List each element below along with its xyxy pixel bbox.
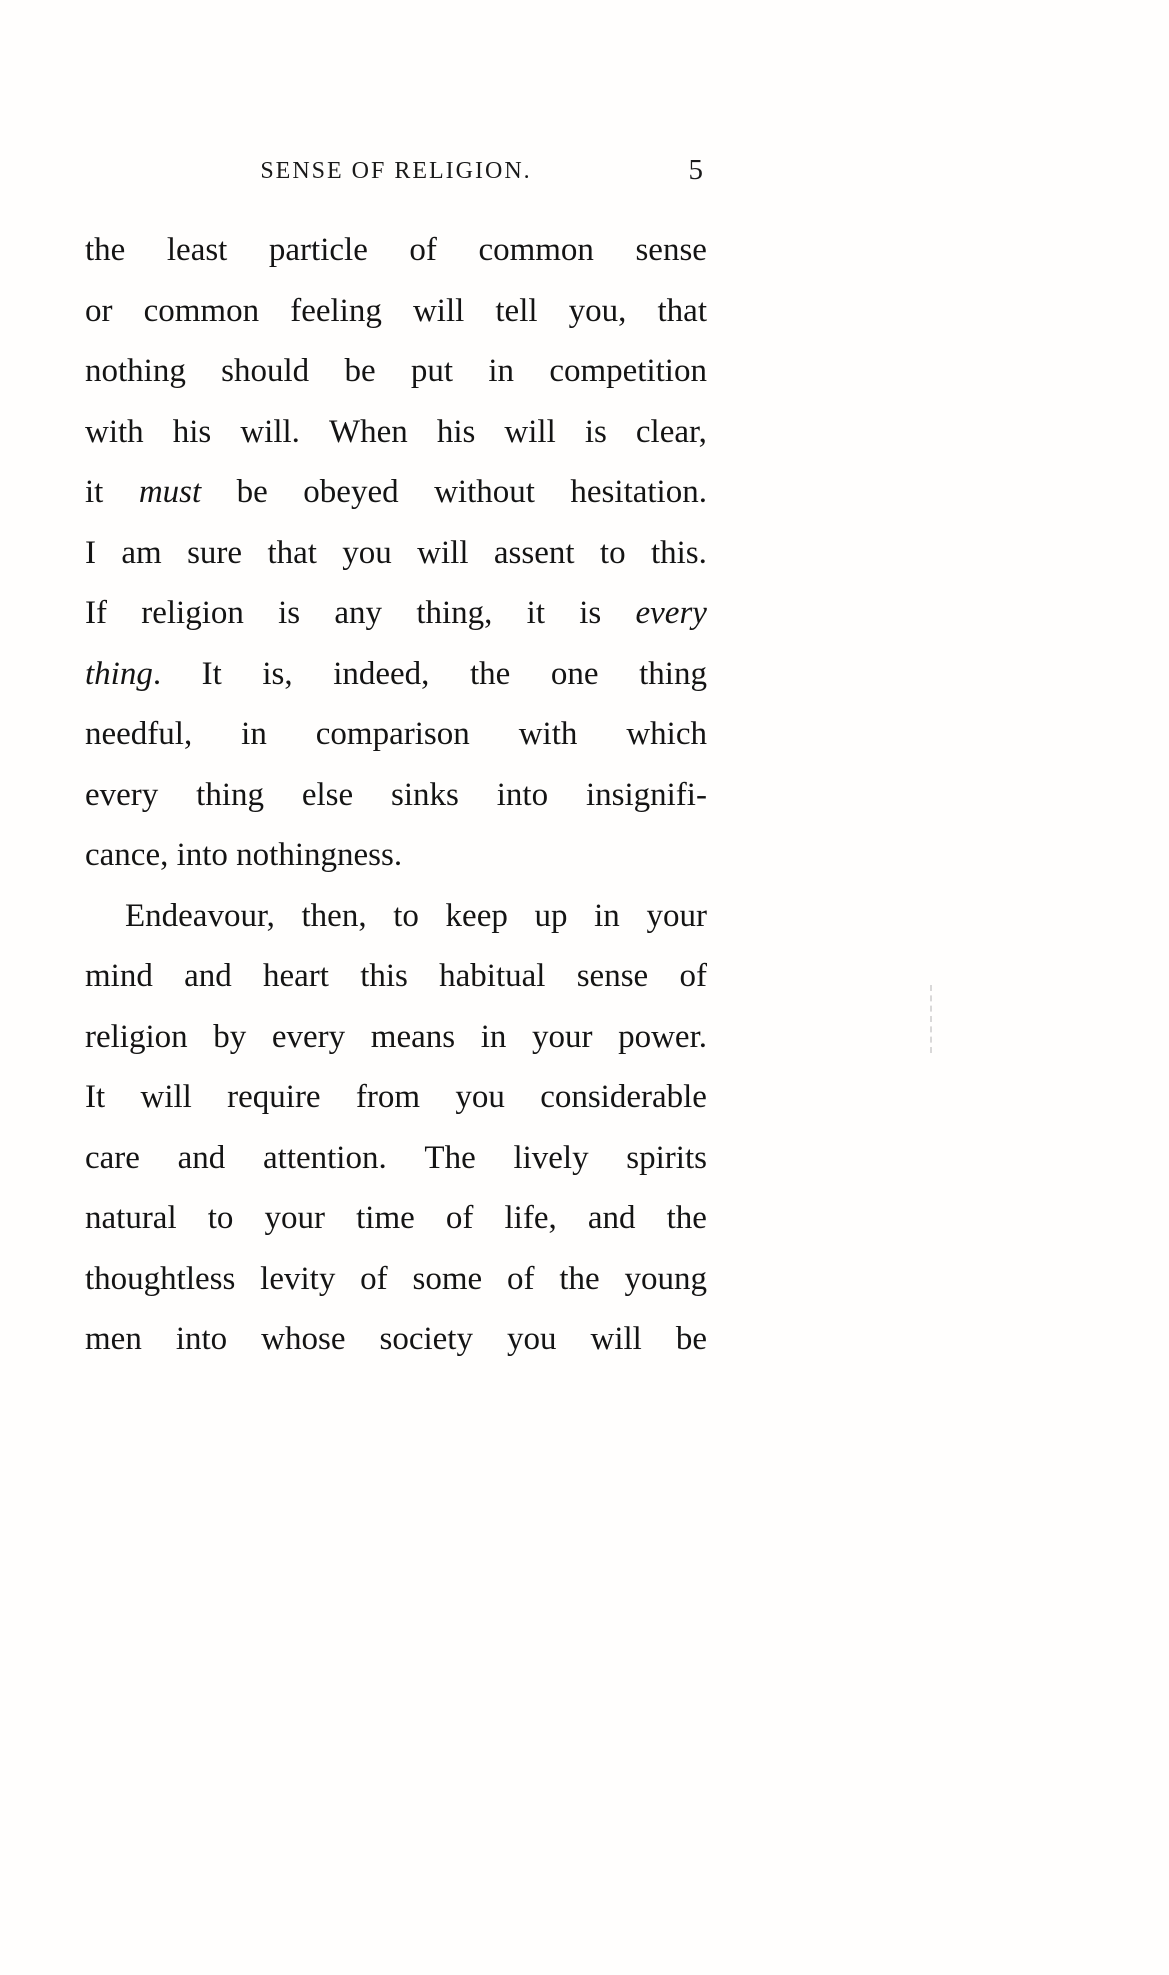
word-text: attention. [263, 1139, 387, 1176]
word [646, 886, 707, 947]
word [125, 886, 275, 947]
word [590, 1309, 641, 1370]
word-text: or [85, 292, 113, 329]
word [240, 402, 300, 463]
word [356, 1067, 420, 1128]
word-text: it [526, 595, 545, 631]
word [600, 523, 626, 584]
word [618, 1007, 707, 1068]
word [639, 644, 707, 705]
word [380, 1309, 473, 1370]
word-text: is, [262, 655, 293, 692]
word [588, 1188, 636, 1249]
word-text: nothing [85, 353, 186, 389]
word-text: will [412, 292, 465, 329]
word [213, 1007, 246, 1068]
word-text: your [264, 1200, 326, 1236]
word-text: needful, [85, 716, 193, 752]
word [85, 523, 96, 584]
word-text: will [504, 413, 556, 450]
word [334, 583, 382, 644]
word-text: religion [141, 595, 244, 631]
word [272, 1007, 345, 1068]
word [391, 765, 459, 826]
word-text: natural [85, 1200, 177, 1236]
text-line [85, 1249, 707, 1310]
word [594, 886, 620, 947]
word [559, 1249, 599, 1310]
word [446, 886, 508, 947]
word-text: every [85, 776, 159, 813]
text-line [85, 462, 707, 523]
scan-artifact-line [930, 985, 932, 1053]
word [173, 402, 212, 463]
word [356, 1188, 415, 1249]
word [626, 704, 707, 765]
word [329, 402, 408, 463]
word-text: care [85, 1139, 140, 1176]
word-text: that [657, 292, 707, 329]
word [184, 946, 232, 1007]
word [513, 1128, 588, 1189]
word [139, 462, 201, 523]
word [265, 1188, 326, 1249]
word [551, 644, 599, 705]
word-text: it [85, 474, 104, 510]
word-text: heart [263, 958, 329, 994]
word [507, 1309, 557, 1370]
word [586, 765, 707, 826]
word-text: levity [260, 1260, 336, 1297]
text-line [85, 341, 707, 402]
word-text: society [379, 1321, 473, 1357]
word [85, 1249, 235, 1310]
word-text: some [412, 1260, 483, 1297]
word-text: considerable [540, 1079, 707, 1115]
word-text: sense [635, 232, 707, 268]
word-text: you [506, 1321, 557, 1357]
word-text: require [227, 1079, 321, 1115]
word [202, 644, 222, 705]
word [371, 1007, 455, 1068]
word [434, 462, 535, 523]
word-text: means [370, 1018, 456, 1055]
word-text: feeling [290, 292, 382, 329]
word-text: When [328, 413, 408, 450]
text-line [85, 886, 707, 947]
word-text: should [221, 353, 310, 389]
word-text: sense [576, 958, 649, 994]
text-line [85, 583, 707, 644]
word [676, 1309, 707, 1370]
word-text: common [478, 232, 594, 268]
word-text: obeyed [303, 474, 399, 510]
word [85, 1188, 177, 1249]
word-text: the [85, 232, 126, 268]
word [532, 1007, 593, 1068]
word [302, 886, 367, 947]
page-header [85, 154, 707, 198]
word-text: which [626, 716, 707, 752]
word [221, 341, 309, 402]
word-text: and [587, 1200, 636, 1236]
word [241, 704, 267, 765]
word-text: will [417, 534, 469, 571]
word-text: thing [639, 655, 707, 692]
text-line [85, 1128, 707, 1189]
word-text: in [480, 1018, 507, 1055]
word [636, 402, 707, 463]
word [167, 220, 227, 281]
word [302, 765, 353, 826]
word-text: in [241, 716, 267, 752]
text-line [85, 1007, 707, 1068]
word [658, 281, 707, 342]
word-text: spirits [626, 1139, 707, 1176]
word [85, 341, 186, 402]
word [196, 765, 264, 826]
word [534, 886, 567, 947]
body-text [85, 220, 707, 1370]
text-line [85, 825, 707, 886]
word-text: then, [301, 897, 367, 934]
word-text: put [410, 353, 454, 389]
word-text: the [470, 655, 511, 692]
word-text: every [271, 1018, 346, 1055]
word [360, 1249, 388, 1310]
word [504, 402, 555, 463]
word [488, 341, 514, 402]
word [237, 462, 268, 523]
word-text: indeed, [333, 655, 430, 692]
word-text: keep [445, 897, 508, 934]
word [579, 583, 601, 644]
word [85, 704, 192, 765]
word [679, 946, 707, 1007]
text-line [85, 523, 707, 584]
word-text: sure [187, 534, 243, 571]
word [85, 1067, 105, 1128]
text-line [85, 402, 707, 463]
word-text: of [445, 1200, 474, 1236]
word [495, 281, 537, 342]
word-text: his [172, 413, 212, 450]
word [85, 402, 144, 463]
word [481, 1007, 507, 1068]
word-text: sinks [391, 776, 459, 813]
word-text: your [531, 1018, 593, 1055]
word-text: be [675, 1321, 707, 1357]
word-text: insignifi- [585, 776, 707, 813]
word-text: assent [493, 534, 575, 571]
word [393, 886, 419, 947]
word-text: men [85, 1321, 142, 1357]
word [626, 1128, 707, 1189]
word [85, 583, 107, 644]
word [411, 341, 453, 402]
word [316, 704, 470, 765]
word-text: If [85, 595, 107, 631]
word-text: will. [240, 413, 300, 450]
word [85, 946, 153, 1007]
word [187, 523, 242, 584]
word-text: you [455, 1079, 505, 1115]
word [342, 523, 392, 584]
italic-text: thing [85, 655, 153, 692]
word [437, 402, 476, 463]
word-text: . [152, 655, 162, 692]
italic-text: every [635, 595, 707, 631]
word [85, 1007, 188, 1068]
word-text: religion [85, 1018, 188, 1055]
word [505, 1188, 557, 1249]
word [144, 281, 259, 342]
word-text: by [213, 1018, 247, 1055]
word-text: habitual [439, 958, 546, 994]
word [176, 1309, 227, 1370]
word-text: to [393, 897, 419, 934]
word [540, 1067, 707, 1128]
word-text: Endeavour, [125, 897, 275, 934]
word-text: this [360, 958, 408, 994]
word [121, 523, 161, 584]
word-text: tell [495, 292, 538, 329]
word-text: comparison [315, 716, 470, 752]
text-line [85, 220, 707, 281]
word [470, 644, 510, 705]
text-line [85, 704, 707, 765]
word-text: thing [196, 776, 264, 813]
word [260, 1249, 335, 1310]
word [416, 583, 492, 644]
word-text: to [207, 1200, 234, 1236]
word-text: of [409, 232, 437, 268]
word-text: from [355, 1079, 421, 1115]
text-line [85, 281, 707, 342]
word-text: in [594, 897, 620, 934]
word-text: to [599, 534, 626, 571]
word-text: whose [261, 1321, 346, 1357]
word-text: into [175, 1321, 228, 1357]
word [497, 765, 548, 826]
running-title: SENSE OF RELIGION. [260, 158, 532, 184]
word [651, 523, 707, 584]
word-text: up [534, 897, 568, 934]
word-text: that [267, 534, 317, 571]
word-text: mind [85, 958, 153, 994]
word-text: least [166, 232, 228, 268]
word-text: is [579, 595, 602, 631]
word-text: with [518, 716, 578, 752]
word [140, 1067, 191, 1128]
word-text: competition [549, 353, 707, 389]
word-text: cance, into nothingness. [85, 837, 403, 873]
word [261, 1309, 345, 1370]
word [413, 281, 464, 342]
word [446, 1188, 474, 1249]
word-text: thing, [416, 595, 493, 631]
word-text: I [85, 534, 96, 571]
word [360, 946, 408, 1007]
word [577, 946, 648, 1007]
word-text: his [436, 413, 476, 450]
word-text: of [506, 1260, 535, 1297]
word [667, 1188, 707, 1249]
word [624, 1249, 707, 1310]
text-line [85, 1309, 707, 1370]
word-text: common [143, 292, 260, 329]
word-text: will [590, 1321, 642, 1357]
word [439, 946, 545, 1007]
word-text: this. [650, 534, 707, 571]
word-text: be [344, 353, 376, 389]
word-text: is [278, 595, 301, 631]
word-text: It [201, 655, 222, 692]
word-text: of [679, 958, 707, 994]
word [208, 1188, 234, 1249]
word [424, 1128, 475, 1189]
word [412, 1249, 482, 1310]
word [263, 946, 329, 1007]
word-text: one [550, 655, 599, 692]
word [85, 644, 161, 705]
word [141, 583, 244, 644]
word-text: you, [568, 292, 627, 329]
word-text: It [85, 1079, 106, 1115]
word [549, 341, 707, 402]
word [263, 1128, 387, 1189]
word-text: lively [513, 1139, 589, 1176]
word-text: will [140, 1079, 192, 1115]
word [585, 402, 607, 463]
word-text: particle [268, 232, 368, 268]
word [344, 341, 375, 402]
word-text: am [121, 534, 162, 571]
word [303, 462, 398, 523]
word-text: hesitation. [570, 474, 707, 510]
word-text: power. [618, 1018, 707, 1055]
text-line [85, 1188, 707, 1249]
word [85, 1309, 142, 1370]
word-text: you [342, 534, 392, 571]
word [494, 523, 575, 584]
word [635, 220, 706, 281]
word [85, 462, 103, 523]
word [290, 281, 382, 342]
word [409, 220, 437, 281]
word [267, 523, 316, 584]
page-number: 5 [688, 154, 703, 186]
word [636, 583, 707, 644]
word [178, 1128, 226, 1189]
word-text: life, [504, 1200, 557, 1236]
word-text: time [356, 1200, 415, 1236]
word [569, 281, 627, 342]
word [519, 704, 578, 765]
word-text: is [584, 413, 607, 450]
word [85, 1128, 140, 1189]
word [478, 220, 593, 281]
word-text: else [301, 776, 354, 813]
word-text: in [488, 353, 515, 389]
word-text: the [666, 1200, 707, 1236]
word [455, 1067, 505, 1128]
word-text: the [559, 1260, 600, 1297]
word-text: into [496, 776, 549, 813]
word [417, 523, 468, 584]
word [85, 765, 158, 826]
word-text: without [434, 474, 535, 510]
word-text: with [85, 413, 144, 450]
text-line [85, 644, 707, 705]
italic-text: must [138, 474, 202, 510]
word [85, 220, 125, 281]
word [262, 644, 292, 705]
word-text: young [624, 1260, 707, 1297]
word [570, 462, 707, 523]
word [507, 1249, 535, 1310]
word-text: and [177, 1139, 226, 1176]
text-line [85, 765, 707, 826]
text-line [85, 946, 707, 1007]
word [269, 220, 368, 281]
word [333, 644, 429, 705]
word-text: be [236, 474, 268, 510]
word-text: thoughtless [85, 1260, 236, 1297]
word-text: The [424, 1139, 476, 1176]
word [527, 583, 545, 644]
word [227, 1067, 320, 1128]
word-text: of [360, 1260, 388, 1297]
word [85, 281, 113, 342]
word-text: and [184, 958, 232, 994]
word-text: any [334, 595, 383, 631]
word [278, 583, 300, 644]
word-text: your [646, 897, 707, 934]
text-line [85, 1067, 707, 1128]
word-text: clear, [635, 413, 707, 450]
